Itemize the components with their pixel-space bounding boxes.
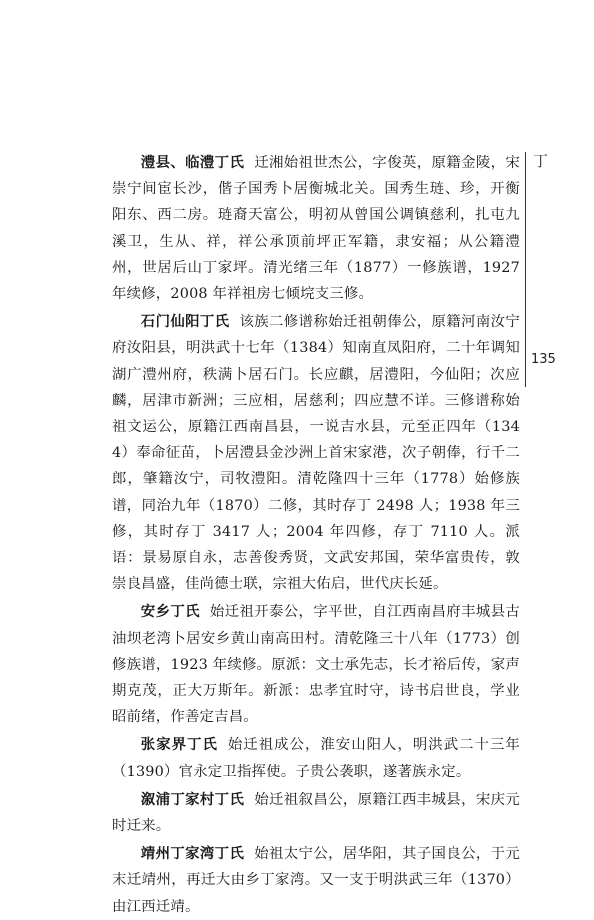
entry-text: 始祖太宁公，居华阳，其子国良公，于元末迁靖州，再迁大由乡丁家湾。又一支于明洪武三年（1370）由江西迁靖。 (112, 846, 520, 915)
side-divider (525, 152, 526, 387)
entry-anxiang (112, 599, 520, 730)
entry-lixian-linli (112, 150, 520, 307)
entry-text: 该族二修谱称始迁祖朝俸公，原籍河南汝宁府汝阳县，明洪武十七年（1384）知南直凤阳府，二十年调知湖广澧州府，秩满卜居石门。长应麒，居澧阳，今仙阳；次应麟，居津市新洲；三应相，居慈利；四应慧不详。三修谱称始祖文运公，原籍江西南昌县，一说吉水县，元至正四年（1344）奉命征苗，卜居澧县金沙洲上首宋家港，次子朝俸，行千二郎，肇籍汝宁，司牧澧阳。清乾隆四十三年（1778）始修族谱，同治九年（1870）二修，其时存丁 2498 人；1938 年三修，其时存丁 3417 人；2004 年四修，存丁 7110 人。派语：景易原自永，志善俊秀贤，文武安邦国，荣华富贵传，敦崇良昌盛，佳尚德士联，宗祖大佑启，世代庆长延。 (112, 314, 520, 593)
entry-title: 靖州丁家湾丁氏 (140, 846, 245, 863)
entry-text: 迁湘始祖世杰公，字俊英，原籍金陵，宋崇宁间宦长沙，偕子国秀卜居衡城北关。国秀生琏、珍，开衡阳东、西二房。琏裔天富公，明初从曾国公调镇慈利，扎屯九溪卫，生从、祥，祥公承顶前坪正军籍，隶安福；从公籍澧州，世居后山丁家坪。清光绪三年（1877）一修族谱，1927 年续修，2008 年祥祖房七倾垸支三修。 (112, 155, 520, 303)
side-tab-char: 丁 (533, 152, 549, 170)
entry-title: 溆浦丁家村丁氏 (140, 791, 245, 808)
entry-zhangjiajie (112, 732, 520, 784)
entry-text: 始迁祖开泰公，字平世，自江西南昌府丰城县古油坝老湾卜居安乡黄山南高田村。清乾隆三十八年（1773）创修族谱，1923 年续修。原派：文士承先志，长才裕后传，家声期克茂，正大万斯年。新派：忠孝宜时守，诗书启世良，学业昭前绪，作善定吉昌。 (112, 604, 520, 726)
entry-title: 澧县、临澧丁氏 (140, 155, 245, 171)
entry-text: 始迁祖叙昌公，原籍江西丰城县，宋庆元时迁来。 (112, 791, 520, 835)
entry-title: 安乡丁氏 (140, 604, 200, 621)
entry-title: 张家界丁氏 (140, 737, 218, 754)
page-body (112, 150, 520, 920)
page-number: 135 (531, 352, 556, 367)
entry-xupu (112, 787, 520, 839)
entry-text: 始迁祖成公，淮安山阳人，明洪武二十三年（1390）官永定卫指挥使。子贵公袭职，遂著族永定。 (112, 737, 520, 780)
entry-shimen-xianyang (112, 309, 520, 597)
entry-title: 石门仙阳丁氏 (140, 314, 230, 331)
entry-jingzhou (112, 841, 520, 920)
